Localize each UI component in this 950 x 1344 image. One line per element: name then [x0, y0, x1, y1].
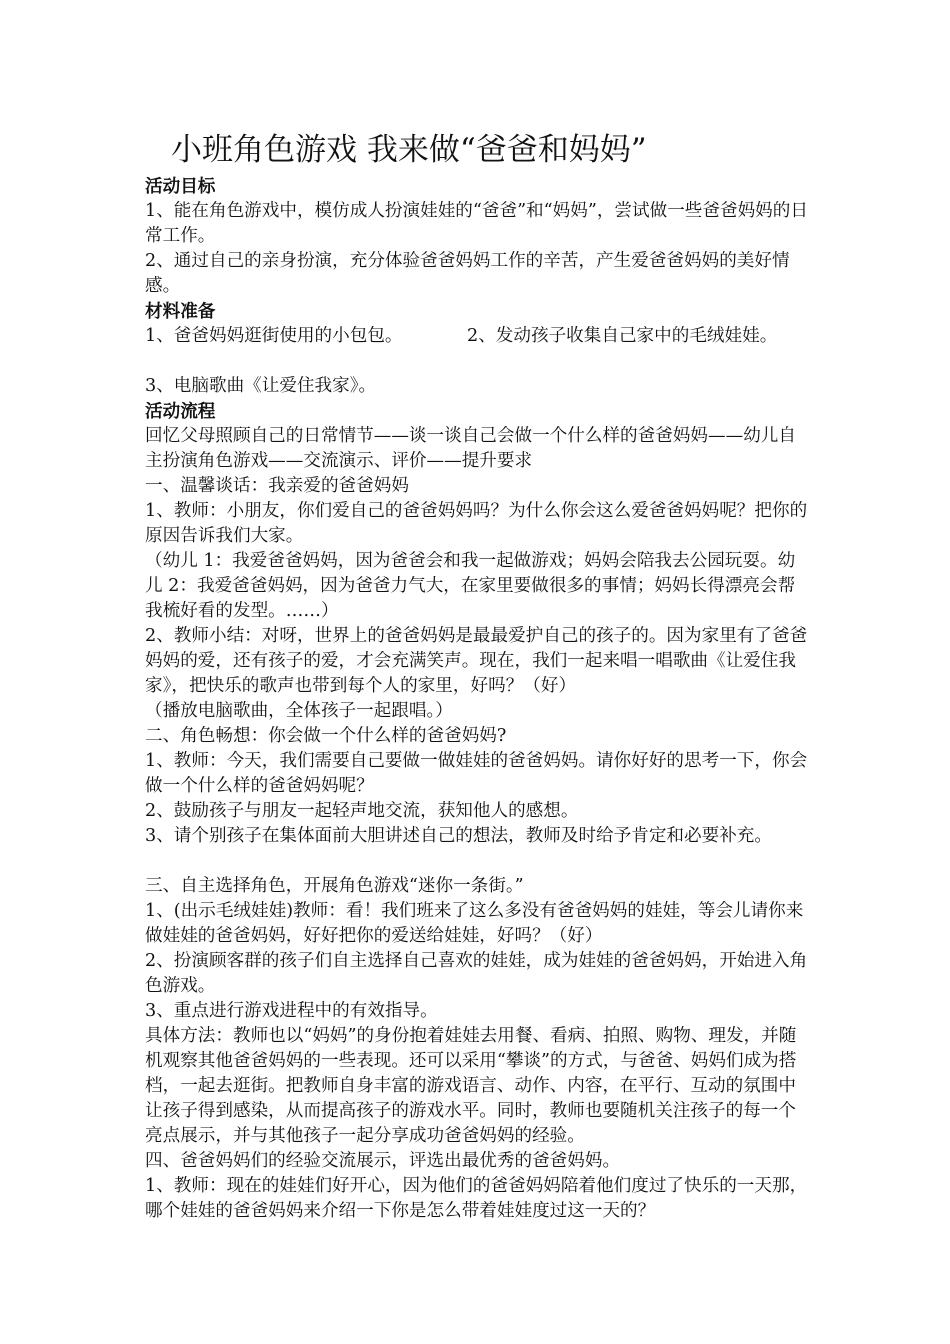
- goal-item-2: 2、通过自己的亲身扮演，充分体验爸爸妈妈工作的辛苦，产生爱爸爸妈妈的美好情感。: [145, 251, 790, 296]
- material-item-1: 1、爸爸妈妈逛街使用的小包包。: [145, 326, 403, 346]
- part1-title: 一、温馨谈话：我亲爱的爸爸妈妈: [145, 476, 409, 496]
- material-item-2: 2、发动孩子收集自己家中的毛绒娃娃。: [467, 326, 778, 346]
- part4-title: 四、爸爸妈妈们的经验交流展示，评选出最优秀的爸爸妈妈。: [145, 1151, 621, 1171]
- goals-heading: 活动目标: [145, 176, 216, 197]
- paragraph: 1、教师：现在的娃娃们好开心，因为他们的爸爸妈妈陪着他们度过了快乐的一天那，哪个娃娃的爸爸妈妈来介绍一下你是怎么带着娃娃度过这一天的？: [145, 1176, 808, 1221]
- flow-summary: 回忆父母照顾自己的日常情节——谈一谈自己会做一个什么样的爸爸妈妈——幼儿自主扮演角色游戏——交流演示、评价——提升要求: [145, 426, 796, 471]
- paragraph: 1、(出示毛绒娃娃)教师：看！我们班来了这么多没有爸爸妈妈的娃娃，等会儿请你来做娃娃的爸爸妈妈，好好把你的爱送给娃娃，好吗？（好）: [145, 901, 804, 946]
- paragraph: 2、教师小结：对呀，世界上的爸爸妈妈是最最爱护自己的孩子的。因为家里有了爸爸妈妈的爱，还有孩子的爱，才会充满笑声。现在，我们一起来唱一唱歌曲《让爱住我家》，把快乐的歌声也带到每个人的家里，好吗？（好）: [145, 626, 808, 696]
- materials-heading: 材料准备: [145, 301, 216, 322]
- part2-title: 二、角色畅想：你会做一个什么样的爸爸妈妈?: [145, 726, 507, 746]
- blank-line: [145, 349, 808, 374]
- document-title: 小班角色游戏 我来做“爸爸和妈妈”: [171, 132, 647, 168]
- paragraph: 3、重点进行游戏进程中的有效指导。: [145, 1001, 438, 1021]
- paragraph: 2、扮演顾客群的孩子们自主选择自己喜欢的娃娃，成为娃娃的爸爸妈妈，开始进入角色游戏。: [145, 951, 808, 996]
- materials-row: [145, 324, 808, 349]
- goal-item-1: 1、能在角色游戏中，模仿成人扮演娃娃的“爸爸”和“妈妈”，尝试做一些爸爸妈妈的日常工作。: [145, 201, 808, 246]
- paragraph: （幼儿 1：我爱爸爸妈妈，因为爸爸会和我一起做游戏；妈妈会陪我去公园玩耍。幼儿 2：我爱爸爸妈妈，因为爸爸力气大，在家里要做很多的事情；妈妈长得漂亮会帮我梳好看的发型。……）: [145, 551, 796, 621]
- material-item-3: 3、电脑歌曲《让爱住我家》。: [145, 376, 377, 396]
- paragraph: 具体方法：教师也以“妈妈”的身份抱着娃娃去用餐、看病、拍照、购物、理发，并随机观察其他爸爸妈妈的一些表现。还可以采用“攀谈”的方式，与爸爸、妈妈们成为搭档，一起去逛街。把教师自身丰富的游戏语言、动作、内容，在平行、互动的氛围中让孩子得到感染，从而提高孩子的游戏水平。同时，教师也要随机关注孩子的每一个亮点展示，并与其他孩子一起分享成功爸爸妈妈的经验。: [145, 1026, 797, 1146]
- paragraph: （播放电脑歌曲，全体孩子一起跟唱。）: [145, 701, 453, 721]
- paragraph: 3、请个别孩子在集体面前大胆讲述自己的想法，教师及时给予肯定和必要补充。: [145, 826, 772, 846]
- blank-line: [145, 849, 808, 874]
- paragraph: 1、教师：今天，我们需要自己要做一做娃娃的爸爸妈妈。请你好好的思考一下，你会做一个什么样的爸爸妈妈呢？: [145, 751, 808, 796]
- flow-heading: 活动流程: [145, 401, 216, 422]
- paragraph: 2、鼓励孩子与朋友一起轻声地交流，获知他人的感想。: [145, 801, 579, 821]
- part3-title: 三、自主选择角色，开展角色游戏“迷你一条街。”: [145, 876, 524, 896]
- paragraph: 1、教师：小朋友，你们爱自己的爸爸妈妈吗？为什么你会这么爱爸爸妈妈呢？把你的原因告诉我们大家。: [145, 501, 808, 546]
